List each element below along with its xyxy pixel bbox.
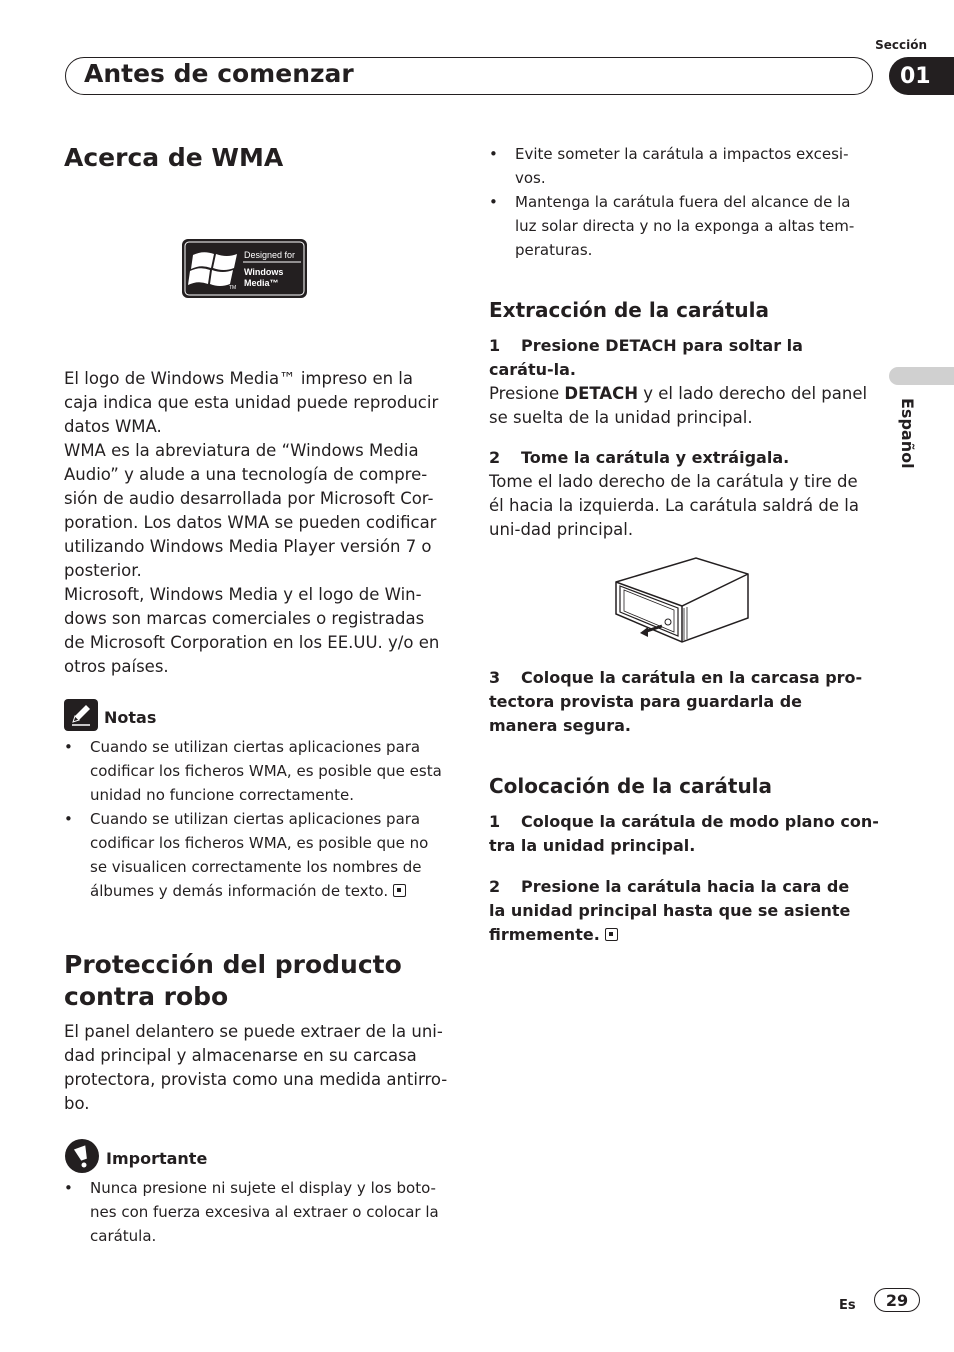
extraction-step-2-text: Tome el lado derecho de la carátula y tire de él hacia la izquierda. La carátula saldrá de la uni-dad principal. (489, 472, 859, 539)
list-item: • Cuando se utilizan ciertas aplicaciones para codificar los ficheros WMA, es posible que esta unidad no funcione correctamente. (64, 735, 448, 807)
attachment-step-1 (489, 810, 879, 858)
chapter-title: Antes de comenzar (84, 59, 354, 88)
wma-description (64, 367, 450, 679)
step-title: Presione DETACH para soltar la carátu-la. (489, 336, 803, 379)
step-title: Presione la carátula hacia la cara de la unidad principal hasta que se asiente firmemente. (489, 877, 851, 944)
extraction-step-1-text (489, 382, 875, 430)
step-number: 1 (489, 812, 501, 831)
language-tab (889, 367, 954, 385)
pencil-icon (64, 699, 98, 735)
step-title: Tome la carátula y extráigala. (521, 448, 790, 467)
faceplate-removal-illustration (612, 556, 752, 646)
logo-tm: TM (229, 285, 237, 291)
warning-icon (64, 1138, 100, 1178)
list-item: • Evite someter la carátula a impactos excesi-vos. (489, 142, 869, 190)
attachment-heading: Colocación de la carátula (489, 774, 773, 798)
important-label (64, 1138, 207, 1178)
language-code: Es (839, 1298, 856, 1313)
note-text: Cuando se utilizan ciertas aplicaciones para codificar los ficheros WMA, es posible que no se visualicen correctamente los nombres de álbumes y demás información de texto. (90, 810, 429, 900)
section-number-badge (889, 57, 954, 95)
step-title: Coloque la carátula de modo plano con-tra la unidad principal. (489, 812, 879, 855)
logo-line2: Windows (244, 267, 284, 277)
step-text: y el lado derecho del panel se suelta de la unidad principal. (489, 384, 868, 427)
theft-heading: Protección del producto contra robo (64, 950, 402, 1011)
important-title: Importante (106, 1148, 208, 1168)
step-text: Presione (489, 384, 565, 403)
step-number: 3 (489, 668, 501, 687)
care-list (489, 142, 869, 262)
notes-list (64, 735, 448, 903)
notes-title: Notas (104, 707, 157, 727)
page-number-badge (874, 1288, 920, 1312)
logo-line1: Designed for (244, 250, 296, 260)
step-title: Coloque la carátula en la carcasa pro-tectora provista para guardarla de manera segura. (489, 668, 863, 735)
section-number: 01 (900, 63, 931, 89)
step-number: 2 (489, 448, 501, 467)
list-item (64, 807, 448, 903)
notes-label (64, 699, 156, 735)
attachment-step-2 (489, 875, 869, 947)
list-item: • Nunca presione ni sujete el display y los boto-nes con fuerza excesiva al extraer o colocar la carátula. (64, 1176, 448, 1248)
page-number: 29 (885, 1290, 909, 1310)
list-item: • Mantenga la carátula fuera del alcance de la luz solar directa y no la exponga a altas tem-peraturas. (489, 190, 869, 262)
wma-paragraph: WMA es la abreviatura de “Windows Media Audio” y alude a una tecnología de compre-sión de audio desarrollada por Microsoft Cor-poration. Los datos WMA se pueden codificar utilizando Windows Media Player versión 7 o posterior. (64, 441, 437, 580)
step-number: 2 (489, 877, 501, 896)
end-mark-icon (605, 928, 618, 941)
extraction-step-2 (489, 446, 873, 470)
wma-paragraph: Microsoft, Windows Media y el logo de Win-dows son marcas comerciales o registradas de Microsoft Corporation en los EE.UU. y/o en otros países. (64, 585, 440, 676)
wma-paragraph: El logo de Windows Media™ impreso en la caja indica que esta unidad puede reproducir datos WMA. (64, 369, 439, 436)
wma-heading: Acerca de WMA (64, 143, 284, 172)
section-label: Sección (875, 38, 927, 52)
extraction-step-1 (489, 334, 873, 382)
extraction-step-3 (489, 666, 873, 738)
theft-paragraph: El panel delantero se puede extraer de la uni-dad principal y almacenarse en su carcasa protectora, provista como una medida antirro-bo. (64, 1022, 448, 1113)
extraction-heading: Extracción de la carátula (489, 298, 770, 322)
step-number: 1 (489, 336, 501, 355)
language-label: Español (898, 398, 917, 469)
end-mark-icon (393, 884, 406, 897)
logo-line3: Media™ (244, 278, 279, 288)
detach-keyword: DETACH (564, 384, 639, 403)
windows-media-logo (181, 238, 308, 299)
important-list (64, 1176, 448, 1248)
